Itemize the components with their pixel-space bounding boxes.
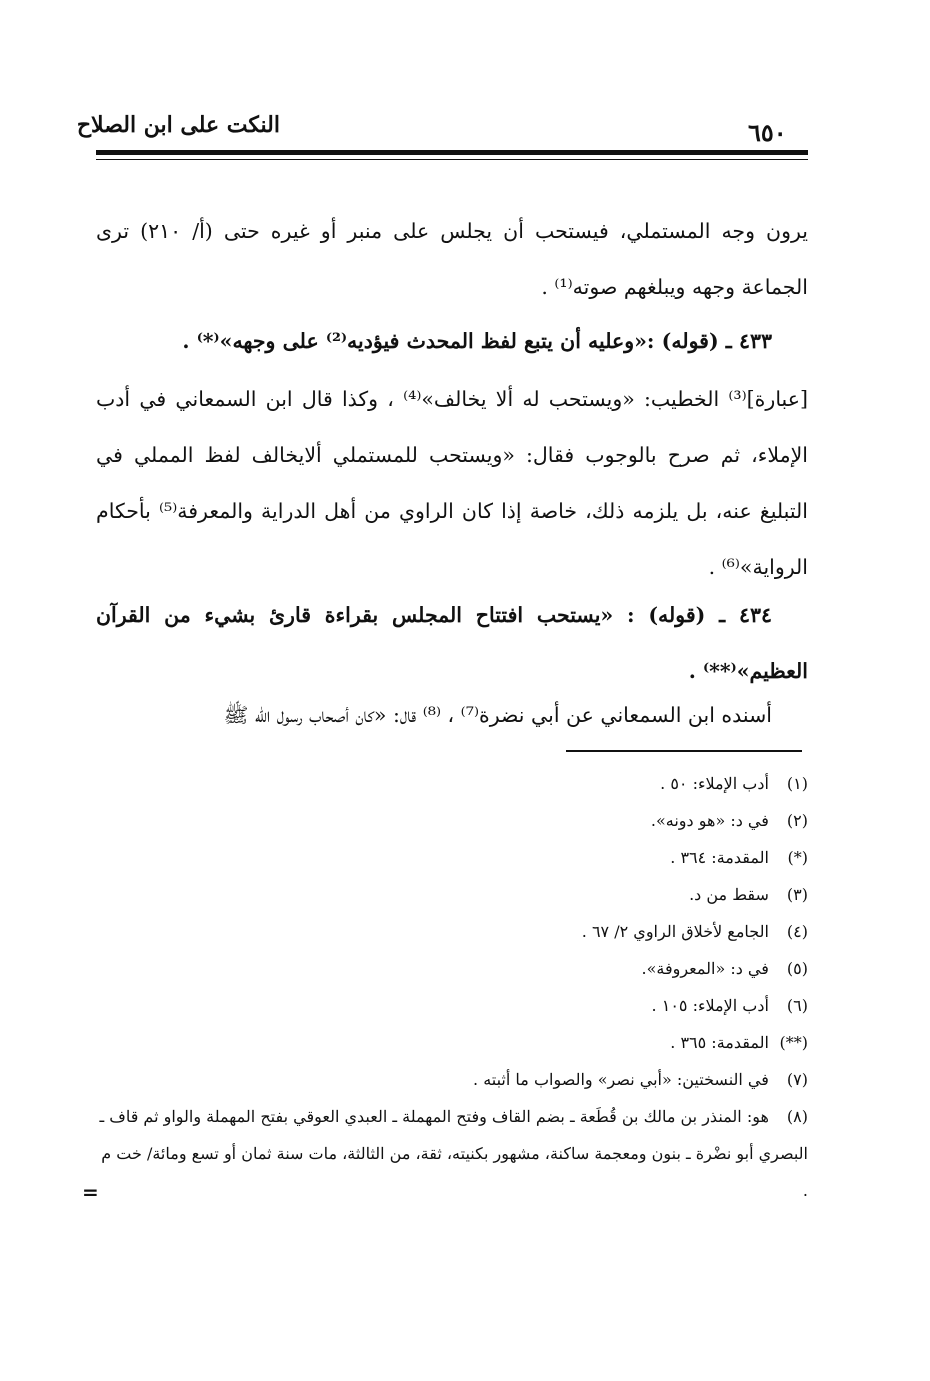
footnote-marker: (٧) — [786, 1070, 808, 1089]
footnote-marker: (٨) — [786, 1107, 808, 1126]
footnote-item — [96, 950, 808, 987]
footnote-item — [96, 1098, 808, 1209]
footnote-item — [96, 839, 808, 876]
footnote-text: المقدمة: ٣٦٥ . — [670, 1033, 769, 1052]
footnote-text: المقدمة: ٣٦٤ . — [670, 848, 769, 867]
footnote-marker: (٥) — [786, 959, 808, 978]
footnote-marker: (*) — [787, 848, 808, 867]
footnote-marker: (**) — [779, 1033, 808, 1052]
footnote-list — [96, 765, 808, 1209]
footnote-text: الجامع لأخلاق الراوي ٢/ ٦٧ . — [581, 922, 769, 941]
footnote-text: أدب الإملاء: ١٠٥ . — [651, 996, 769, 1015]
footnote-text: في د: «المعروفة». — [641, 959, 769, 978]
footnote-marker: (١) — [786, 774, 808, 793]
header-rule-thin — [96, 159, 808, 160]
header-rule-thick — [96, 150, 808, 155]
footnote-separator — [566, 750, 802, 752]
footnote-text: هو: المنذر بن مالك بن قُطَعة ـ بضم القاف وفتح المهملة ـ العبدي العوقي بفتح المهملة والواو ثم قاف ـ البصري أبو نضْرة ـ بنون ومعجمة ساكنة، مشهور بكنيته، ثقة، من الثالثة، مات سنة ثمان أو تسع ومائة/ خت م . — [99, 1107, 808, 1200]
footnote-text: في د: «هو دونه». — [650, 811, 769, 830]
footnote-text: سقط من د. — [689, 885, 769, 904]
footnote-item — [96, 802, 808, 839]
footnote-item — [96, 1024, 808, 1061]
footnote-item — [96, 987, 808, 1024]
footnote-item — [96, 913, 808, 950]
footnote-marker: (٦) — [786, 996, 808, 1015]
body-paragraph-433: [عبارة]⁽³⁾ الخطيب: «ويستحب له ألا يخالف»⁽⁴⁾ ، وكذا قال ابن السمعاني في أدب الإملاء، ثم صرح بالوجوب فقال: «ويستحب للمستملي ألايخالف لفظ المملي في التبليغ عنه، بل يلزمه ذلك، خاصة إذا كان الراوي من أهل الدراية والمعرفة⁽⁵⁾ بأحكام الرواية»⁽⁶⁾ . — [96, 386, 808, 579]
footnote-text: في النسختين: «أبي نصر» والصواب ما أثبته . — [473, 1070, 769, 1089]
footnote-marker: (٤) — [786, 922, 808, 941]
section-heading-434: ٤٣٤ ـ (قوله) : «يستحب افتتاح المجلس بقراءة قارئ بشيء من القرآن العظيم»⁽**⁾ . — [96, 602, 808, 683]
footnote-text: أدب الإملاء: ٥٠ . — [660, 774, 769, 793]
body-paragraph-1: يرون وجه المستملي، فيستحب أن يجلس على منبر أو غيره حتى (أ/ ٢١٠) ترى الجماعة وجهه ويبلغهم صوته⁽¹⁾ . — [96, 218, 809, 299]
body-paragraph-434: أسنده ابن السمعاني عن أبي نضرة⁽⁷⁾ ، ⁽⁸⁾ قال: «كان أصحاب رسول الله ﷺ — [223, 702, 772, 727]
page-number: ٦٥٠ — [748, 118, 787, 147]
footnote-marker: (٣) — [786, 885, 808, 904]
running-header-title: النكت على ابن الصلاح — [76, 112, 280, 138]
footnote-item — [96, 876, 808, 913]
footnote-marker: (٢) — [786, 811, 808, 830]
section-heading-433: ٤٣٣ ـ (قوله) :«وعليه أن يتبع لفظ المحدث فيؤديه⁽²⁾ على وجهه»⁽*⁾ . — [182, 328, 772, 353]
footnote-item — [96, 1061, 808, 1098]
continuation-mark: = — [82, 1180, 99, 1204]
footnote-item — [96, 765, 808, 802]
